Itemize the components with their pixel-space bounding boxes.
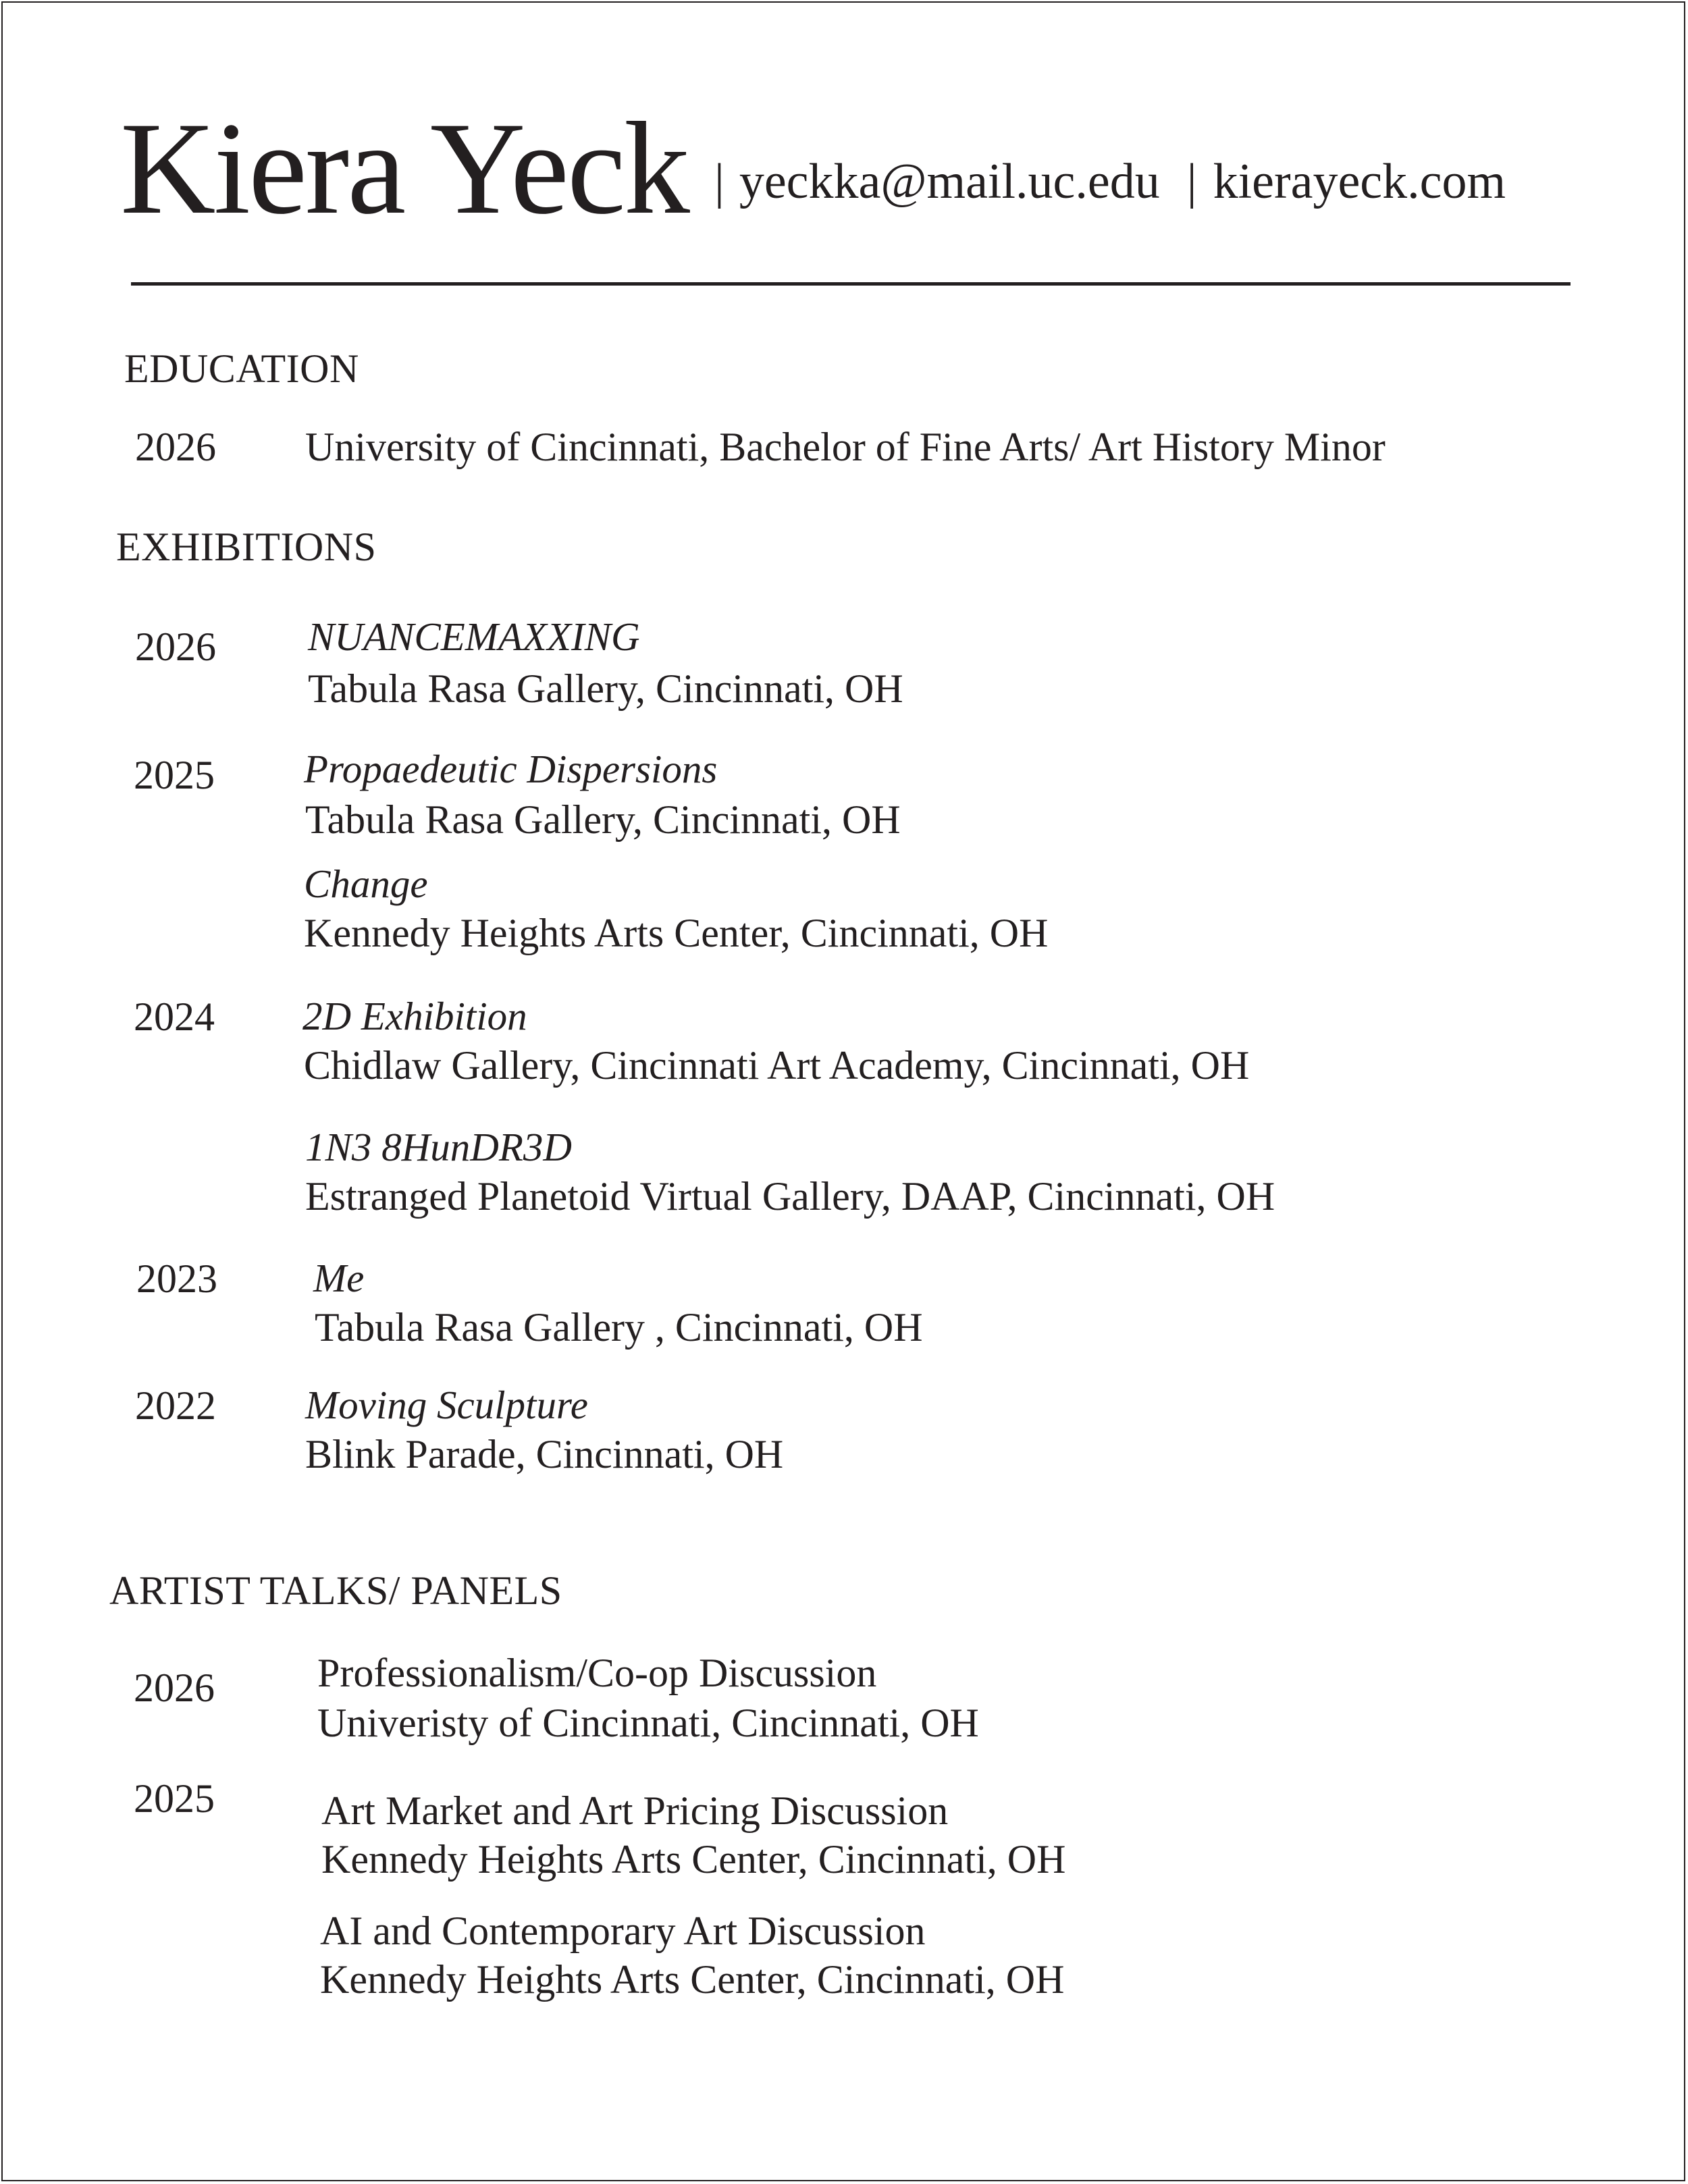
website-link[interactable]: kierayeck.com [1213, 154, 1506, 209]
talk-year: 2025 [134, 1776, 215, 1821]
exhibition-title: Change [304, 861, 428, 906]
exhibition-title: Me [313, 1256, 365, 1300]
exhibition-venue: Tabula Rasa Gallery, Cincinnati, OH [308, 666, 903, 711]
contact-line [714, 154, 1506, 209]
exhibition-venue: Tabula Rasa Gallery , Cincinnati, OH [315, 1305, 923, 1350]
exhibition-venue: Chidlaw Gallery, Cincinnati Art Academy, Cincinnati, OH [304, 1043, 1250, 1088]
exhibition-title: Propaedeutic Dispersions [304, 747, 718, 791]
exhibition-year: 2024 [134, 994, 215, 1039]
email-link[interactable]: yeckka@mail.uc.edu [739, 154, 1160, 209]
talk-venue: Univeristy of Cincinnati, Cincinnati, OH [317, 1701, 979, 1745]
exhibition-year: 2025 [134, 753, 215, 797]
name-heading: Kiera Yeck [120, 95, 688, 242]
education-degree: University of Cincinnati, Bachelor of Fine Arts/ Art History Minor [305, 425, 1386, 469]
talk-title: AI and Contemporary Art Discussion [320, 1909, 926, 1953]
exhibition-year: 2023 [136, 1256, 217, 1301]
separator: | [714, 154, 724, 209]
talk-venue: Kennedy Heights Arts Center, Cincinnati, OH [320, 1957, 1065, 2002]
talk-year: 2026 [134, 1666, 215, 1710]
education-year: 2026 [135, 425, 216, 469]
exhibition-year: 2026 [135, 624, 216, 669]
exhibition-title: NUANCEMAXXING [308, 614, 640, 659]
exhibitions-heading: EXHIBITIONS [116, 525, 377, 569]
exhibition-venue: Blink Parade, Cincinnati, OH [305, 1432, 784, 1476]
exhibition-venue: Tabula Rasa Gallery, Cincinnati, OH [305, 797, 901, 842]
exhibition-title: 2D Exhibition [302, 994, 527, 1038]
education-heading: EDUCATION [124, 346, 359, 391]
exhibition-venue: Estranged Planetoid Virtual Gallery, DAAP, Cincinnati, OH [305, 1174, 1275, 1219]
talk-venue: Kennedy Heights Arts Center, Cincinnati, OH [321, 1837, 1066, 1882]
header-divider [131, 282, 1571, 286]
talks-heading: ARTIST TALKS/ PANELS [109, 1568, 562, 1613]
talk-title: Professionalism/Co-op Discussion [317, 1651, 877, 1695]
exhibition-venue: Kennedy Heights Arts Center, Cincinnati, OH [304, 911, 1049, 955]
exhibition-title: 1N3 8HunDR3D [305, 1125, 572, 1169]
separator: | [1186, 154, 1197, 209]
exhibition-year: 2022 [135, 1383, 216, 1428]
talk-title: Art Market and Art Pricing Discussion [321, 1788, 949, 1833]
exhibition-title: Moving Sculpture [305, 1383, 588, 1427]
